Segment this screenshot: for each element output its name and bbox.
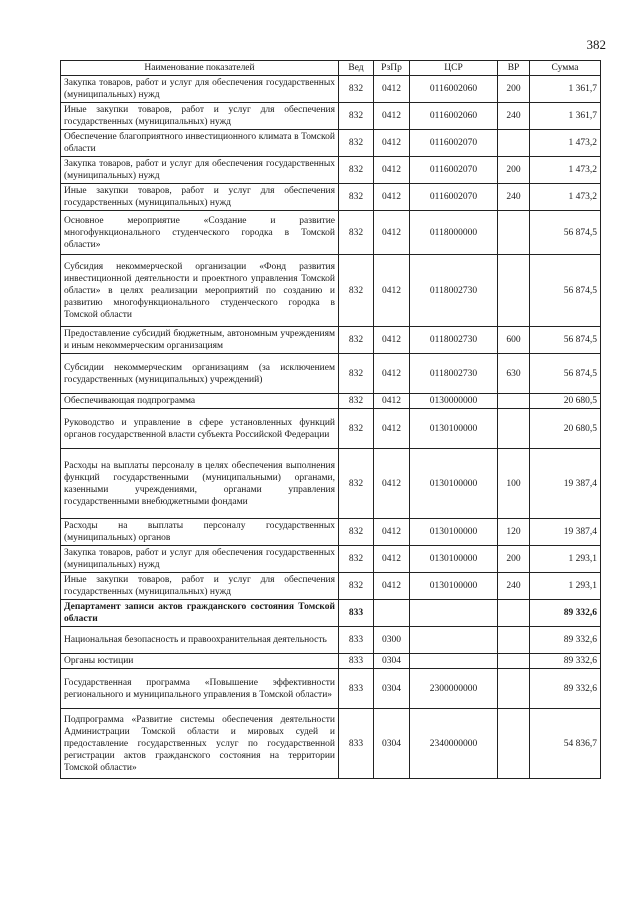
table-row — [61, 130, 601, 157]
cell-vr: 600 — [498, 327, 530, 354]
table-row — [61, 600, 601, 627]
cell-vr: 240 — [498, 103, 530, 130]
cell-name: Закупка товаров, работ и услуг для обеспечения государственных (муниципальных) нужд — [61, 546, 339, 573]
cell-ved: 832 — [339, 409, 374, 449]
cell-name: Органы юстиции — [61, 654, 339, 669]
table-row — [61, 409, 601, 449]
cell-vr: 100 — [498, 449, 530, 519]
cell-name: Департамент записи актов гражданского состояния Томской области — [61, 600, 339, 627]
cell-sum: 56 874,5 — [530, 354, 601, 394]
cell-vr — [498, 255, 530, 327]
cell-rzpr: 0412 — [374, 409, 410, 449]
cell-ved: 833 — [339, 600, 374, 627]
cell-csr: 0116002070 — [410, 157, 498, 184]
cell-name: Национальная безопасность и правоохранительная деятельность — [61, 627, 339, 654]
cell-ved: 832 — [339, 130, 374, 157]
cell-ved: 832 — [339, 449, 374, 519]
cell-sum: 56 874,5 — [530, 211, 601, 255]
cell-sum: 1 361,7 — [530, 76, 601, 103]
page-number: 382 — [586, 37, 606, 52]
table-body — [61, 76, 601, 779]
cell-ved: 832 — [339, 354, 374, 394]
cell-csr: 0130100000 — [410, 573, 498, 600]
cell-name: Предоставление субсидий бюджетным, автономным учреждениям и иным некоммерческим организациям — [61, 327, 339, 354]
cell-name: Закупка товаров, работ и услуг для обеспечения государственных (муниципальных) нужд — [61, 76, 339, 103]
cell-csr: 0118002730 — [410, 327, 498, 354]
cell-csr: 0118002730 — [410, 354, 498, 394]
cell-sum: 56 874,5 — [530, 327, 601, 354]
table-row — [61, 654, 601, 669]
cell-csr — [410, 600, 498, 627]
cell-ved: 833 — [339, 669, 374, 709]
cell-csr: 0118002730 — [410, 255, 498, 327]
cell-csr: 2340000000 — [410, 709, 498, 779]
cell-sum: 1 361,7 — [530, 103, 601, 130]
cell-rzpr: 0412 — [374, 157, 410, 184]
cell-name: Субсидия некоммерческой организации «Фонд развития инвестиционной деятельности и проектного управления Томской области» в целях реализации мероприятий по созданию и развитию многофункционального студенческого городка в Томской области — [61, 255, 339, 327]
cell-sum: 1 293,1 — [530, 573, 601, 600]
cell-csr: 0116002070 — [410, 184, 498, 211]
cell-rzpr: 0412 — [374, 103, 410, 130]
cell-vr — [498, 709, 530, 779]
cell-sum: 1 473,2 — [530, 157, 601, 184]
cell-ved: 833 — [339, 654, 374, 669]
table-row — [61, 519, 601, 546]
table-header-row — [61, 61, 601, 76]
cell-vr — [498, 654, 530, 669]
cell-sum: 89 332,6 — [530, 627, 601, 654]
cell-ved: 833 — [339, 709, 374, 779]
cell-name: Подпрограмма «Развитие системы обеспечения деятельности Администрации Томской области и мировых судей и предоставление государственных услуг по государственной регистрации актов гражданского состояния на территории Томской области» — [61, 709, 339, 779]
cell-ved: 832 — [339, 157, 374, 184]
cell-rzpr: 0412 — [374, 184, 410, 211]
cell-sum: 20 680,5 — [530, 394, 601, 409]
cell-csr: 2300000000 — [410, 669, 498, 709]
cell-csr — [410, 627, 498, 654]
cell-rzpr: 0412 — [374, 255, 410, 327]
cell-csr: 0118000000 — [410, 211, 498, 255]
cell-rzpr: 0412 — [374, 394, 410, 409]
cell-name: Расходы на выплаты персоналу государственных (муниципальных) органов — [61, 519, 339, 546]
cell-name: Обеспечение благоприятного инвестиционного климата в Томской области — [61, 130, 339, 157]
table-row — [61, 184, 601, 211]
table-row — [61, 157, 601, 184]
cell-rzpr: 0412 — [374, 546, 410, 573]
cell-name: Обеспечивающая подпрограмма — [61, 394, 339, 409]
cell-sum: 89 332,6 — [530, 654, 601, 669]
cell-ved: 832 — [339, 211, 374, 255]
cell-csr: 0130100000 — [410, 449, 498, 519]
cell-rzpr: 0412 — [374, 130, 410, 157]
cell-vr — [498, 669, 530, 709]
table-row — [61, 546, 601, 573]
cell-name: Руководство и управление в сфере установленных функций органов государственной власти субъекта Российской Федерации — [61, 409, 339, 449]
cell-sum: 1 473,2 — [530, 184, 601, 211]
cell-sum: 1 473,2 — [530, 130, 601, 157]
cell-name: Основное мероприятие «Создание и развитие многофункционального студенческого городка в Томской области» — [61, 211, 339, 255]
cell-name: Иные закупки товаров, работ и услуг для обеспечения государственных (муниципальных) нужд — [61, 103, 339, 130]
cell-vr: 200 — [498, 157, 530, 184]
cell-vr: 630 — [498, 354, 530, 394]
cell-rzpr: 0304 — [374, 654, 410, 669]
cell-rzpr: 0412 — [374, 211, 410, 255]
cell-vr: 200 — [498, 76, 530, 103]
cell-sum: 56 874,5 — [530, 255, 601, 327]
cell-rzpr: 0304 — [374, 709, 410, 779]
cell-vr: 240 — [498, 184, 530, 211]
cell-rzpr: 0412 — [374, 76, 410, 103]
table-row — [61, 709, 601, 779]
cell-rzpr: 0412 — [374, 449, 410, 519]
cell-csr: 0130100000 — [410, 409, 498, 449]
header-sum: Сумма — [530, 61, 601, 76]
header-ved: Вед — [339, 61, 374, 76]
table-row — [61, 354, 601, 394]
cell-name: Иные закупки товаров, работ и услуг для обеспечения государственных (муниципальных) нужд — [61, 573, 339, 600]
table-row — [61, 627, 601, 654]
cell-rzpr: 0304 — [374, 669, 410, 709]
cell-ved: 832 — [339, 546, 374, 573]
table-row — [61, 394, 601, 409]
cell-vr — [498, 627, 530, 654]
header-vr: ВР — [498, 61, 530, 76]
cell-name: Субсидии некоммерческим организациям (за исключением государственных (муниципальных) учреждений) — [61, 354, 339, 394]
cell-vr — [498, 600, 530, 627]
cell-ved: 833 — [339, 627, 374, 654]
cell-csr — [410, 654, 498, 669]
cell-ved: 832 — [339, 394, 374, 409]
table-row — [61, 211, 601, 255]
table-row — [61, 255, 601, 327]
cell-rzpr: 0412 — [374, 519, 410, 546]
table-row — [61, 573, 601, 600]
cell-csr: 0130100000 — [410, 519, 498, 546]
cell-ved: 832 — [339, 76, 374, 103]
cell-name: Расходы на выплаты персоналу в целях обеспечения выполнения функций государственными (муниципальными) органами, казенными учреждениями, органами управления государственными внебюджетными фондами — [61, 449, 339, 519]
table-row — [61, 669, 601, 709]
cell-sum: 54 836,7 — [530, 709, 601, 779]
cell-rzpr: 0300 — [374, 627, 410, 654]
cell-sum: 20 680,5 — [530, 409, 601, 449]
cell-vr — [498, 211, 530, 255]
cell-sum: 19 387,4 — [530, 449, 601, 519]
cell-vr — [498, 394, 530, 409]
cell-vr — [498, 130, 530, 157]
cell-ved: 832 — [339, 255, 374, 327]
cell-sum: 89 332,6 — [530, 669, 601, 709]
cell-csr: 0116002060 — [410, 103, 498, 130]
cell-rzpr: 0412 — [374, 354, 410, 394]
cell-ved: 832 — [339, 573, 374, 600]
cell-rzpr: 0412 — [374, 327, 410, 354]
cell-csr: 0130100000 — [410, 546, 498, 573]
cell-sum: 89 332,6 — [530, 600, 601, 627]
header-csr: ЦСР — [410, 61, 498, 76]
cell-csr: 0116002060 — [410, 76, 498, 103]
cell-csr: 0130000000 — [410, 394, 498, 409]
header-rzpr: РзПр — [374, 61, 410, 76]
table-row — [61, 327, 601, 354]
header-name: Наименование показателей — [61, 61, 339, 76]
budget-table — [60, 60, 601, 779]
table-row — [61, 76, 601, 103]
cell-csr: 0116002070 — [410, 130, 498, 157]
cell-name: Государственная программа «Повышение эффективности регионального и муниципального управления в Томской области» — [61, 669, 339, 709]
cell-sum: 19 387,4 — [530, 519, 601, 546]
table-row — [61, 103, 601, 130]
cell-rzpr: 0412 — [374, 573, 410, 600]
cell-rzpr — [374, 600, 410, 627]
table-row — [61, 449, 601, 519]
cell-ved: 832 — [339, 184, 374, 211]
cell-ved: 832 — [339, 103, 374, 130]
cell-name: Закупка товаров, работ и услуг для обеспечения государственных (муниципальных) нужд — [61, 157, 339, 184]
cell-vr: 200 — [498, 546, 530, 573]
cell-ved: 832 — [339, 519, 374, 546]
cell-ved: 832 — [339, 327, 374, 354]
cell-vr: 120 — [498, 519, 530, 546]
cell-vr: 240 — [498, 573, 530, 600]
cell-vr — [498, 409, 530, 449]
cell-sum: 1 293,1 — [530, 546, 601, 573]
cell-name: Иные закупки товаров, работ и услуг для обеспечения государственных (муниципальных) нужд — [61, 184, 339, 211]
